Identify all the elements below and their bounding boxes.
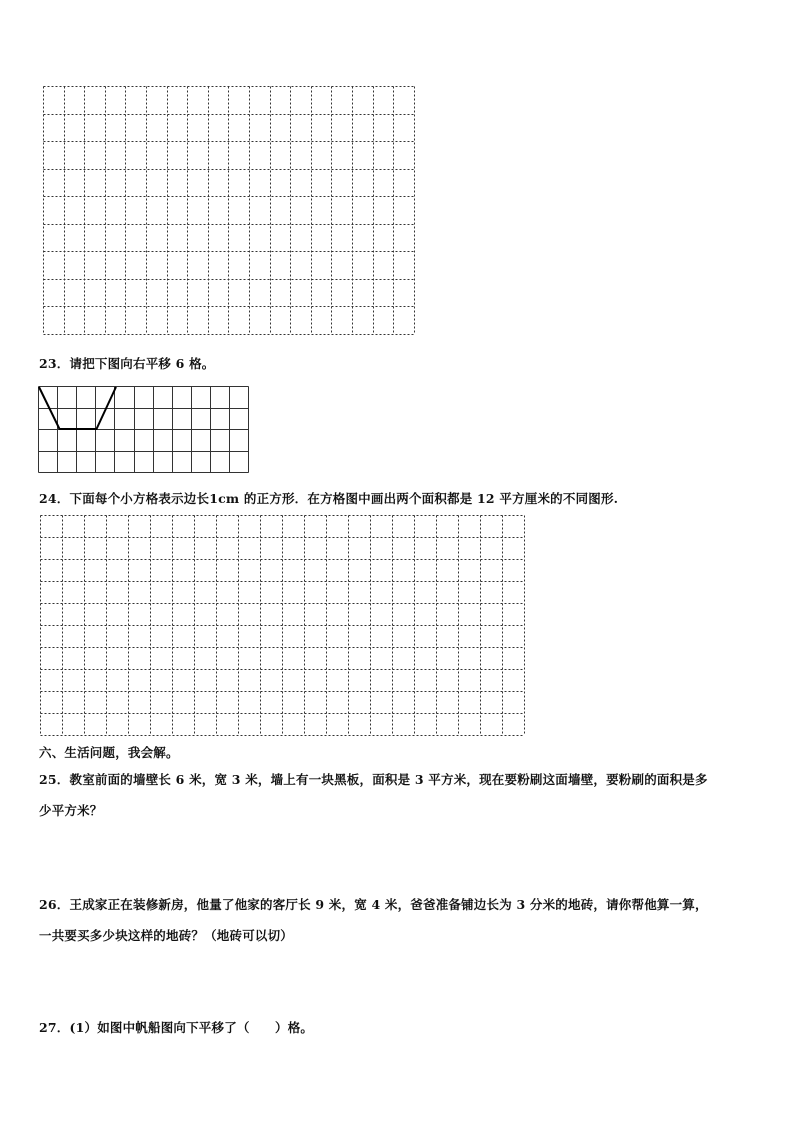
solid-grid-trapezoid (38, 386, 250, 474)
section-six-heading: 六、生活问题，我会解。 (39, 745, 179, 760)
dashed-grid-top-svg (43, 86, 417, 336)
question-25-line2: 少平方米？ (39, 803, 103, 818)
question-23: 23．请把下图向右平移 6 格。 (39, 356, 215, 371)
question-25-line1: 25．教室前面的墙壁长 6 米，宽 3 米，墙上有一块黑板，面积是 3 平方米，现在要粉刷这面墙壁，要粉刷的面积是多 (39, 772, 708, 787)
question-26-line1: 26．王成家正在装修新房，他量了他家的客厅长 9 米，宽 4 米，爸爸准备铺边长为 3 分米的地砖，请你帮他算一算， (39, 897, 708, 912)
dashed-grid-large-svg (40, 515, 528, 737)
solid-grid-trapezoid-svg (38, 386, 250, 474)
question-27: 27．(1）如图中帆船图向下平移了（ ）格。 (39, 1020, 314, 1035)
top-grid-lines (44, 87, 415, 335)
question-24: 24．下面每个小方格表示边长1cm 的正方形．在方格图中画出两个面积都是 12 平方厘米的不同图形. (39, 491, 619, 506)
dashed-grid-large (40, 515, 528, 737)
large-grid-lines (41, 516, 525, 736)
dashed-grid-top (43, 86, 417, 336)
question-26-line2: 一共要买多少块这样的地砖？（地砖可以切） (39, 928, 294, 943)
